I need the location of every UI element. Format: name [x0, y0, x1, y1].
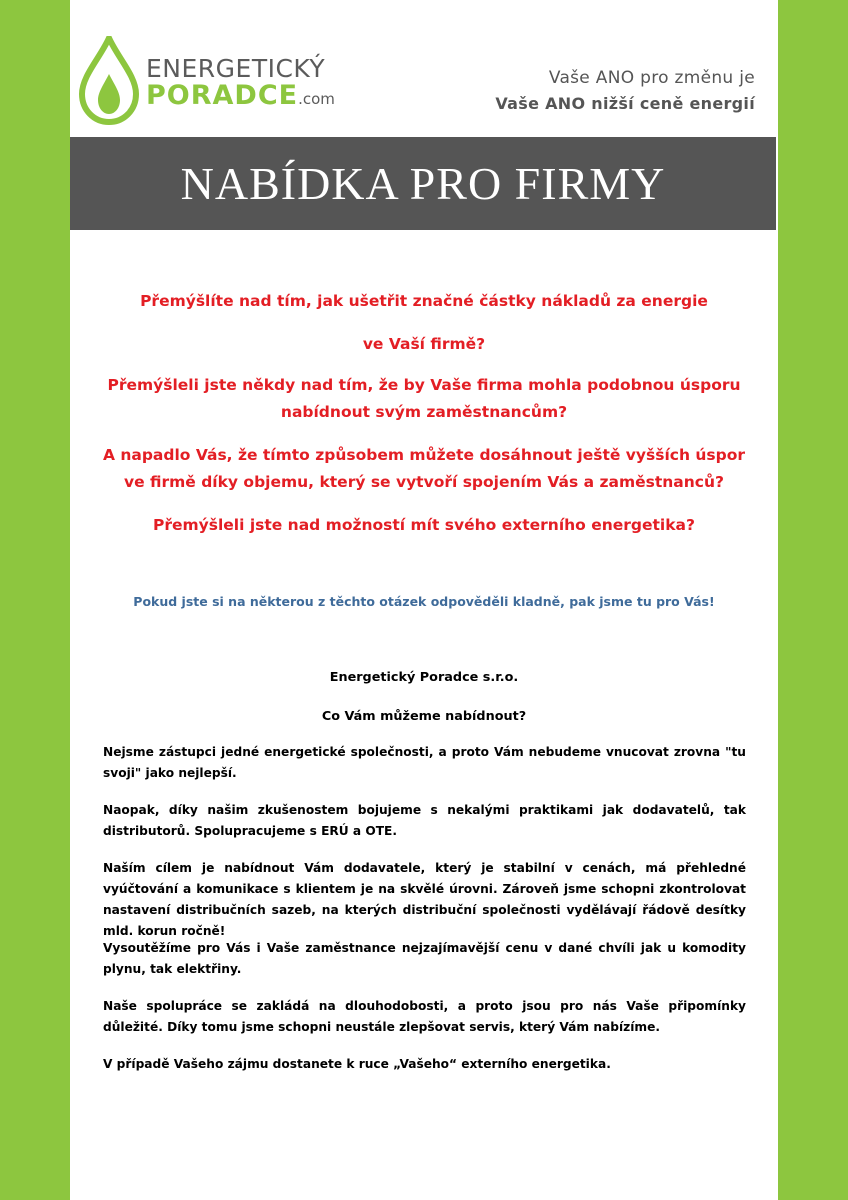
company-name: Energetický Poradce s.r.o. — [329, 670, 519, 685]
question-3: Přemýšleli jste někdy nad tím, že by Vaše firma mohla podobnou úsporu nabídnout svým zaměstnancům? — [107, 376, 741, 421]
page-title: NABÍDKA PRO FIRMY — [180, 158, 666, 209]
question-4: A napadlo Vás, že tímto způsobem můžete dosáhnout ještě vyšších úspor ve firmě díky objemu, který se vytvoří spojením Vás a zaměstnanců? — [102, 446, 746, 491]
drop-icon — [78, 36, 140, 126]
slogan — [495, 68, 755, 113]
slogan-line-1: Vaše ANO pro změnu je — [548, 68, 755, 88]
paragraph-2: Naopak, díky našim zkušenostem bojujeme s nekalými praktikami jak dodavatelů, tak distributorů. Spolupracujeme s ERÚ a OTE. — [103, 803, 746, 838]
company-logo — [78, 36, 335, 126]
paragraph-4: Vysoutěžíme pro Vás i Vaše zaměstnance nejzajímavější cenu v dané chvíli jak u komodity plynu, tak elektřiny. — [103, 941, 746, 976]
paragraph-5: Naše spolupráce se zakládá na dlouhodobosti, a proto jsou pro nás Vaše připomínky důležité. Díky tomu jsme schopni neustále zlepšovat servis, který Vám nabízíme. — [103, 999, 746, 1034]
logo-line-1: ENERGETICKÝ — [146, 54, 326, 83]
logo-suffix: .com — [298, 90, 335, 108]
logo-line-2 — [146, 80, 335, 111]
slogan-line-2: Vaše ANO nižší ceně energií — [495, 94, 755, 113]
paragraph-6: V případě Vašeho zájmu dostanete k ruce „Vašeho“ externího energetika. — [103, 1057, 611, 1071]
offer-heading: Co Vám můžeme nabídnout? — [321, 709, 527, 724]
logo-poradce: PORADCE — [146, 80, 299, 111]
right-green-bar — [778, 0, 848, 1200]
left-green-bar — [0, 0, 70, 1200]
paragraph-1: Nejsme zástupci jedné energetické společnosti, a proto Vám nebudeme vnucovat zrovna "tu svoji" jako nejlepší. — [103, 745, 746, 780]
question-2: ve Vaší firmě? — [362, 335, 486, 353]
paragraph-3: Naším cílem je nabídnout Vám dodavatele, který je stabilní v cenách, má přehledné vyúčtování a komunikace s klientem je na skvělé úrovni. Zároveň jsme schopni zkontrolovat nastavení distribučních sazeb, na kterých distribuční společnosti vydělávají řádově desítky mld. korun ročně! — [103, 861, 746, 938]
title-banner — [70, 137, 776, 230]
question-5: Přemýšleli jste nad možností mít svého externího energetika? — [152, 516, 696, 534]
question-1: Přemýšlíte nad tím, jak ušetřit značné částky nákladů za energie — [140, 292, 708, 310]
info-line: Pokud jste si na některou z těchto otázek odpověděli kladně, pak jsme tu pro Vás! — [133, 594, 715, 609]
